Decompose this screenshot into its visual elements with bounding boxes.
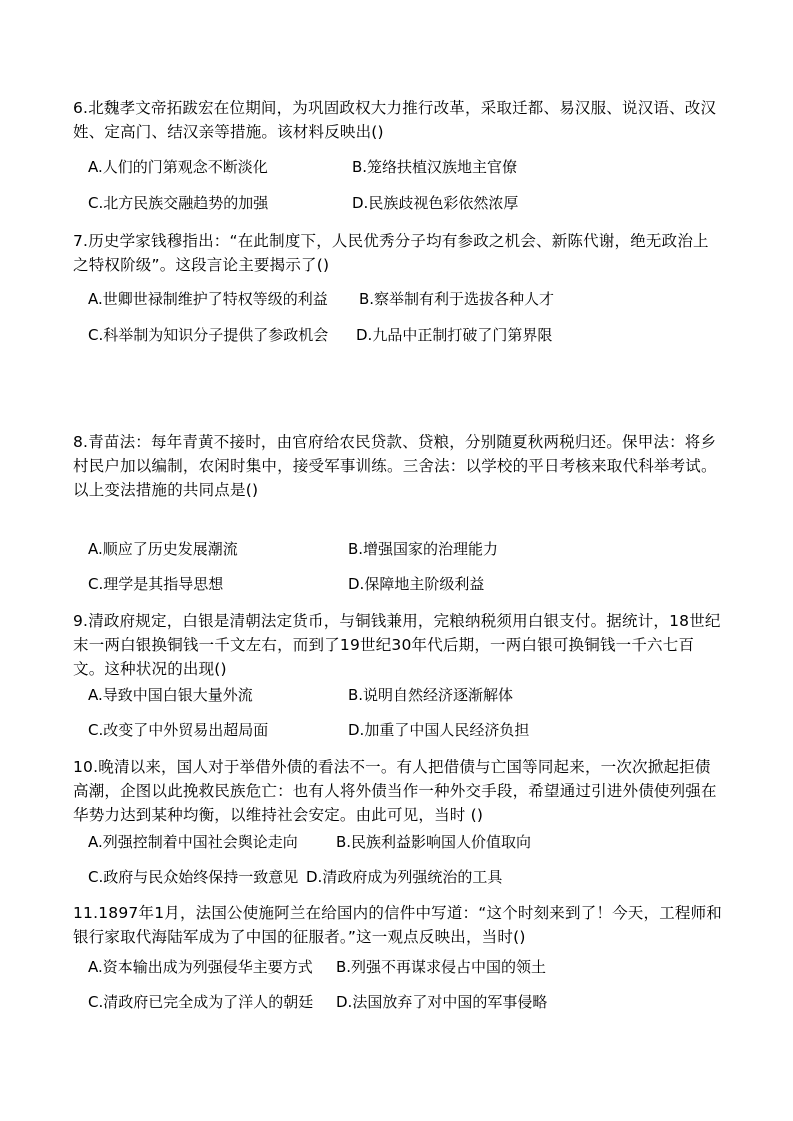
question-8-stem: 8.青苗法：每年青黄不接时，由官府给农民贷款、贷粮，分别随夏秋两税归还。保甲法：将乡村民户加以编制，农闲时集中，接受军事训练。三舍法：以学校的平日考核来取代科举考试。以上变法措施的共同点是(): [73, 433, 717, 499]
question-6-stem: 6.北魏孝文帝拓跋宏在位期间，为巩固政权大力推行改革，采取迁都、易汉服、说汉语、改汉姓、定高门、结汉亲等措施。该材料反映出(): [73, 99, 717, 141]
question-11-option-a: A.资本输出成为列强侵华主要方式: [88, 958, 313, 976]
question-6-option-b: B.笼络扶植汉族地主官僚: [352, 158, 518, 176]
question-7-option-a: A.世卿世禄制维护了特权等级的利益: [88, 290, 328, 308]
question-10-option-d: D.清政府成为列强统治的工具: [306, 868, 503, 886]
question-9-option-a: A.导致中国白银大量外流: [88, 686, 253, 704]
question-8-option-d: D.保障地主阶级利益: [348, 575, 485, 593]
question-10-option-b: B.民族利益影响国人价值取向: [336, 833, 532, 851]
question-10-stem: 10.晚清以来，国人对于举借外债的看法不一。有人把借债与亡国等同起来，一次次掀起拒债高潮，企图以此挽救民族危亡：也有人将外债当作一种外交手段，希望通过引进外债使列强在华势力达到某种均衡，以维持社会安定。由此可见，当时 (): [73, 758, 717, 824]
question-7-option-c: C.科举制为知识分子提供了参政机会: [88, 326, 329, 344]
question-6-option-c: C.北方民族交融趋势的加强: [88, 194, 269, 212]
question-10-option-c: C.政府与民众始终保持一致意见: [88, 868, 299, 886]
question-9-stem: 9.清政府规定，白银是清朝法定货币，与铜钱兼用，完粮纳税须用白银支付。据统计，18世纪末一两白银换铜钱一千文左右，而到了19世纪30年代后期，一两白银可换铜钱一千六七百文。这种状况的出现(): [73, 612, 721, 678]
question-11-option-d: D.法国放弃了对中国的军事侵略: [336, 993, 548, 1011]
question-7-option-d: D.九品中正制打破了门第界限: [356, 326, 553, 344]
question-7-stem: 7.历史学家钱穆指出：“在此制度下，人民优秀分子均有参政之机会、新陈代谢，绝无政治上之特权阶级”。这段言论主要揭示了(): [73, 232, 709, 274]
question-8-option-b: B.增强国家的治理能力: [348, 540, 499, 558]
question-10-option-a: A.列强控制着中国社会舆论走向: [88, 833, 298, 851]
question-11-option-b: B.列强不再谋求侵占中国的领土: [336, 958, 547, 976]
question-9-option-d: D.加重了中国人民经济负担: [348, 721, 530, 739]
question-8-option-c: C.理学是其指导思想: [88, 575, 224, 593]
question-6-option-d: D.民族歧视色彩依然浓厚: [352, 194, 519, 212]
question-9-option-c: C.改变了中外贸易出超局面: [88, 721, 269, 739]
question-11-option-c: C.清政府已完全成为了洋人的朝廷: [88, 993, 314, 1011]
question-6-option-a: A.人们的门第观念不断淡化: [88, 158, 268, 176]
question-9-option-b: B.说明自然经济逐渐解体: [348, 686, 514, 704]
question-8-option-a: A.顺应了历史发展潮流: [88, 540, 238, 558]
question-7-option-b: B.察举制有利于选拔各种人才: [359, 290, 555, 308]
question-11-stem: 11.1897年1月，法国公使施阿兰在给国内的信件中写道：“这个时刻来到了！今天，工程师和银行家取代海陆军成为了中国的征服者。”这一观点反映出，当时(): [73, 904, 722, 946]
